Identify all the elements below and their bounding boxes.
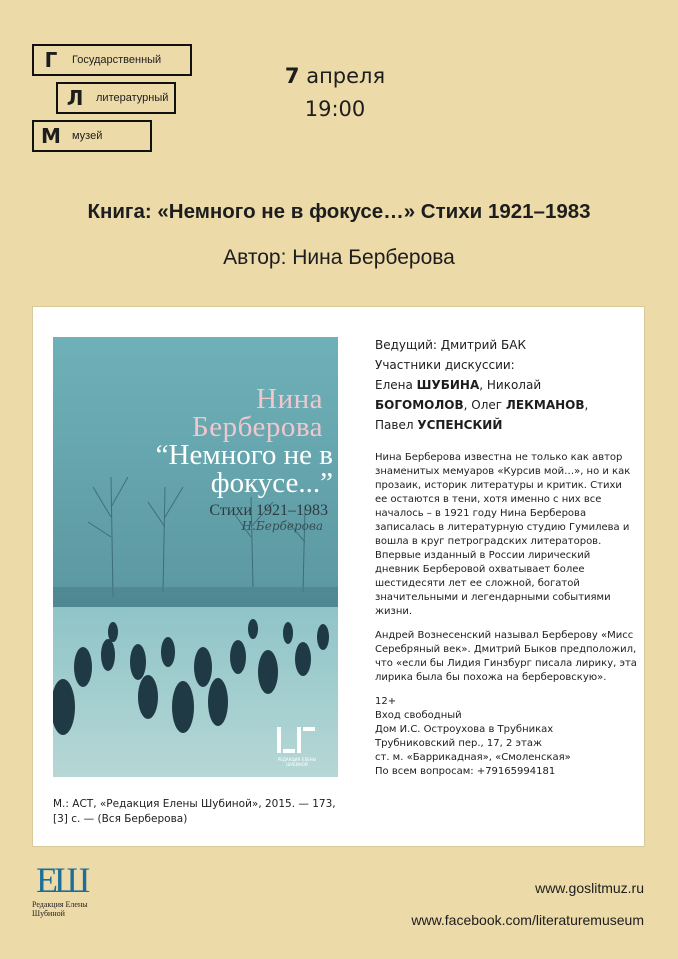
cover-signature: Н.Берберова [241, 519, 323, 533]
cover-subtitle: Стихи 1921–1983 [209, 502, 328, 519]
event-day: 7 [284, 64, 300, 88]
description-paragraph: Нина Берберова известна не только как автор знаменитых мемуаров «Курсив мой…», но и как прозаик, историк литературы и критик. Стихи ее остаются в тени, хотя именно с них все началось – в 1921 году Нина Берберова записалась в литературную студию Гумилева и вошла в круг петроградских литераторов. Впервые изданный в России лирический дневник Берберовой охватывает более шестидесяти лет ее сложной, богатой значительными и легендарными событиями жизни. [375, 452, 631, 617]
content-card [32, 306, 645, 847]
event-time: 19:00 [304, 97, 366, 121]
book-title: Книга: «Немного не в фокусе…» Стихи 1921–1983 [87, 200, 591, 223]
logo-letter: Л [66, 86, 84, 110]
logo-word: музей [72, 130, 103, 142]
museum-logo [32, 44, 192, 156]
event-info [375, 695, 637, 779]
metro: ст. м. «Баррикадная», «Смоленская» [375, 752, 571, 763]
age-rating: 12+ [375, 696, 397, 707]
description [375, 451, 637, 685]
book-cover [53, 337, 338, 777]
participants-line-3: Павел УСПЕНСКИЙ [375, 418, 503, 432]
event-details [375, 335, 637, 779]
participants-line-1: Елена ШУБИНА, Николай [375, 378, 542, 392]
logo-word: Государственный [72, 54, 162, 66]
event-month: апреля [306, 64, 386, 88]
logo-row-2 [56, 82, 176, 114]
cover-publisher: РЕДАКЦИЯ ЕЛЕНЫ ШУБИНОЙ [277, 757, 317, 767]
host-block [375, 335, 637, 435]
logo-letter: Г [44, 48, 58, 72]
participants-label: Участники дискуссии: [375, 358, 515, 372]
bibliography: М.: АСТ, «Редакция Елены Шубиной», 2015. — 173, [3] с. — (Вся Берберова) [53, 798, 336, 825]
logo-letter: М [41, 124, 61, 148]
entry-note: Вход свободный [375, 710, 462, 721]
host-label: Ведущий: Дмитрий БАК [375, 338, 526, 352]
logo-word: литературный [96, 92, 169, 104]
contact: По всем вопросам: +79165994181 [375, 766, 556, 777]
publisher-mark: ЕШ [36, 860, 87, 900]
website-link[interactable]: www.goslitmuz.ru [535, 880, 644, 896]
address: Трубниковский пер., 17, 2 этаж [375, 738, 542, 749]
description-paragraph: Андрей Вознесенский называл Берберову «Мисс Серебряный век». Дмитрий Быков предположил, что «если бы Лидия Гинзбург писала лирику, эта лирика была бы похожа на берберовскую». [375, 630, 637, 683]
publisher-logo-icon [277, 727, 317, 757]
participants-line-2: БОГОМОЛОВ, Олег ЛЕКМАНОВ, [375, 398, 589, 412]
footer-links [411, 872, 644, 936]
book-author: Автор: Нина Берберова [223, 246, 455, 269]
facebook-link[interactable]: www.facebook.com/literaturemuseum [411, 912, 644, 928]
cover-author: Нина Берберова [192, 383, 323, 443]
cover-title: “Немного не в фокусе...” [155, 439, 333, 499]
logo-row-1 [32, 44, 192, 76]
publisher-label: Редакция Елены Шубиной [32, 900, 88, 918]
venue: Дом И.С. Остроухова в Трубниках [375, 724, 554, 735]
event-date [260, 60, 410, 126]
logo-row-3 [32, 120, 152, 152]
publisher-footer-logo [32, 860, 96, 918]
